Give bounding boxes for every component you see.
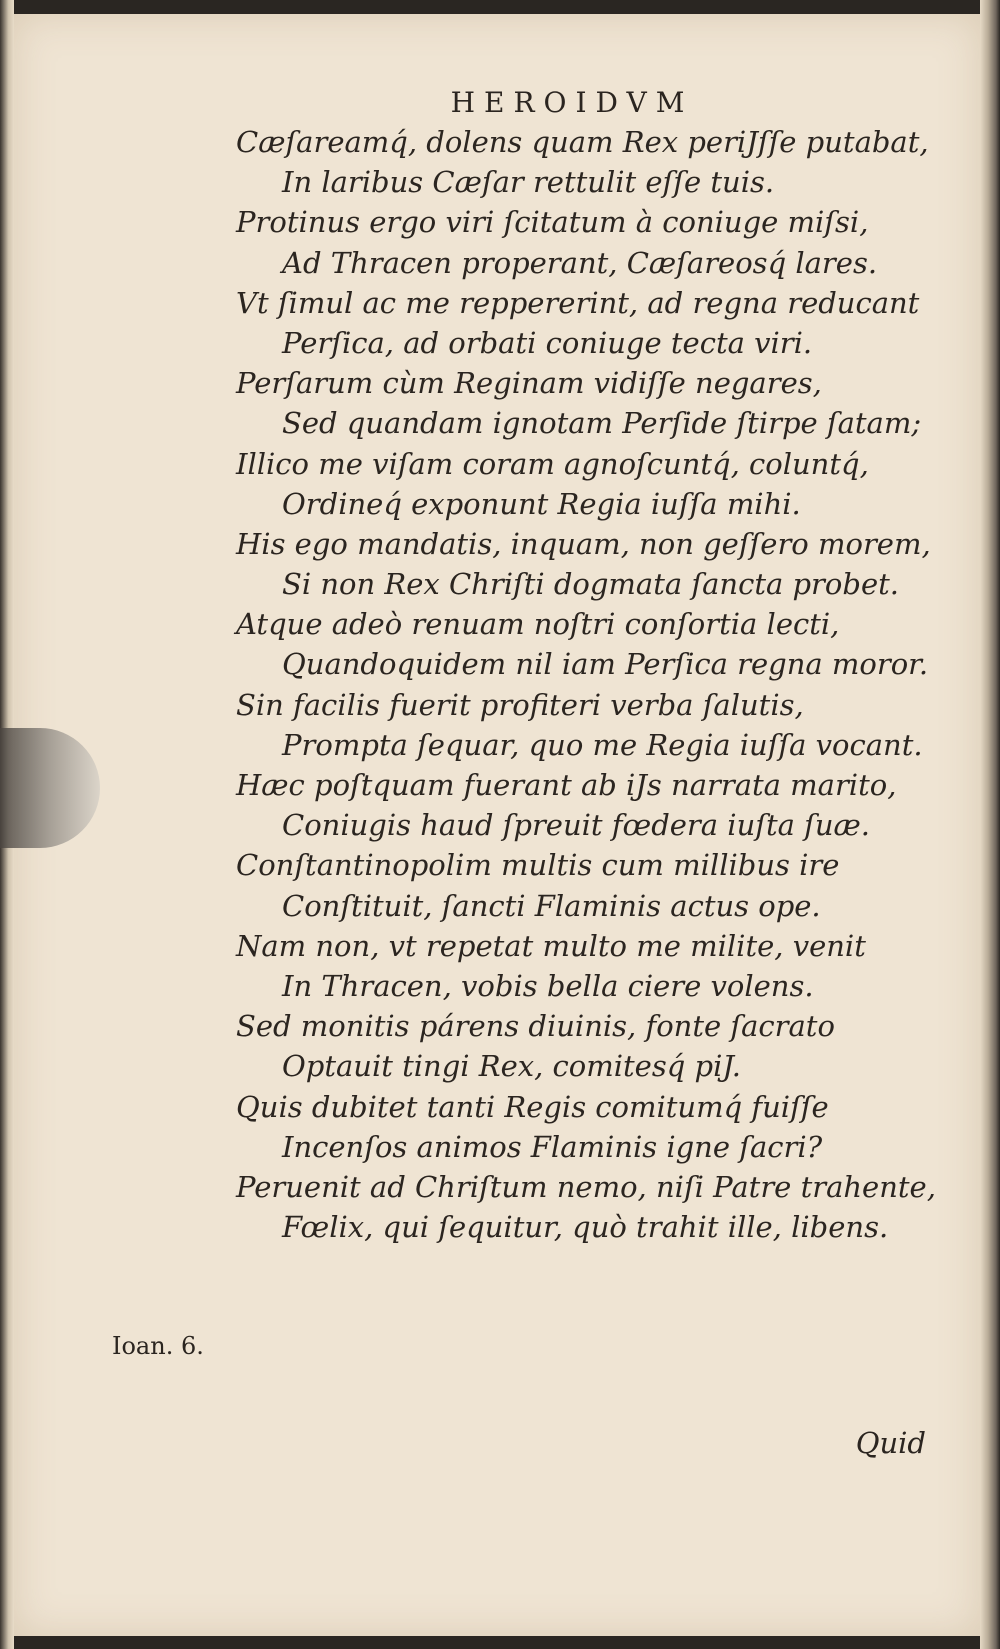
verse-line: In laribus Cæſar rettulit eſſe tuis. <box>282 165 775 200</box>
verse-line: Coniugis haud ſpreuit fœdera iuſta ſuæ. <box>282 808 871 843</box>
verse-line: Conſtituit, ſancti Flaminis actus ope. <box>282 888 821 923</box>
verse-line: Quis dubitet tanti Regis comitumq́ fuiſſe <box>236 1089 829 1124</box>
margin-reference: Ioan. 6. <box>112 1332 204 1360</box>
verse-line: Cæſareamq́, dolens quam Rex periJſſe putabat, <box>236 125 929 159</box>
verse-line: Nam non, vt repetat multo me milite, venit <box>236 928 866 963</box>
verse-line: Optauit tingi Rex, comitesq́ piJ. <box>282 1049 741 1084</box>
verse-block <box>14 122 980 1247</box>
verse-line: Quandoquidem nil iam Perſica regna moror. <box>282 647 929 682</box>
verse-line: Protinus ergo viri ſcitatum à coniuge miſsi, <box>236 205 869 240</box>
verse-line: Prompta ſequar, quo me Regia iuſſa vocant. <box>282 727 923 762</box>
verse-line: Incenſos animos Flaminis igne ſacri? <box>282 1129 823 1164</box>
verse-line: Sed quandam ignotam Perſide ſtirpe ſatam; <box>282 406 922 441</box>
book-page <box>14 14 980 1636</box>
verse-line: Sed monitis párens diuinis, fonte ſacrato <box>236 1009 835 1044</box>
running-header: HEROIDVM <box>450 86 694 119</box>
verse-line: His ego mandatis, inquam, non geſſero morem, <box>236 526 931 561</box>
verse-line: Perſica, ad orbati coniuge tecta viri. <box>282 325 813 360</box>
verse-line: Conſtantinopolim multis cum millibus ire <box>236 848 840 883</box>
verse-line: Ordineq́ exponunt Regia iuſſa mihi. <box>282 486 801 521</box>
verse-line: Peruenit ad Chriſtum nemo, niſi Patre trahente, <box>236 1169 936 1204</box>
verse-line: Illico me viſam coram agnoſcuntq́, coluntq́, <box>236 446 869 481</box>
verse-line: Si non Rex Chriſti dogmata ſancta probet. <box>282 567 899 602</box>
verse-line: In Thracen, vobis bella ciere volens. <box>282 968 814 1003</box>
catchword: Quid <box>855 1426 926 1460</box>
verse-line: Sin facilis fuerit profiteri verba ſalutis, <box>236 687 804 722</box>
page-edge-right <box>980 0 1000 1649</box>
verse-line: Perſarum cùm Reginam vidiſſe negares, <box>236 366 822 401</box>
verse-line: Fœlix, qui ſequitur, quò trahit ille, libens. <box>282 1210 889 1245</box>
verse-line: Ad Thracen properant, Cæſareosq́ lares. <box>282 245 878 280</box>
verse-line: Vt ſimul ac me reppererint, ad regna reducant <box>236 285 920 320</box>
verse-line: Atque adeò renuam noſtri conſortia lecti, <box>236 607 840 642</box>
verse-line: Hæc poſtquam fuerant ab iJs narrata marito, <box>236 768 897 802</box>
